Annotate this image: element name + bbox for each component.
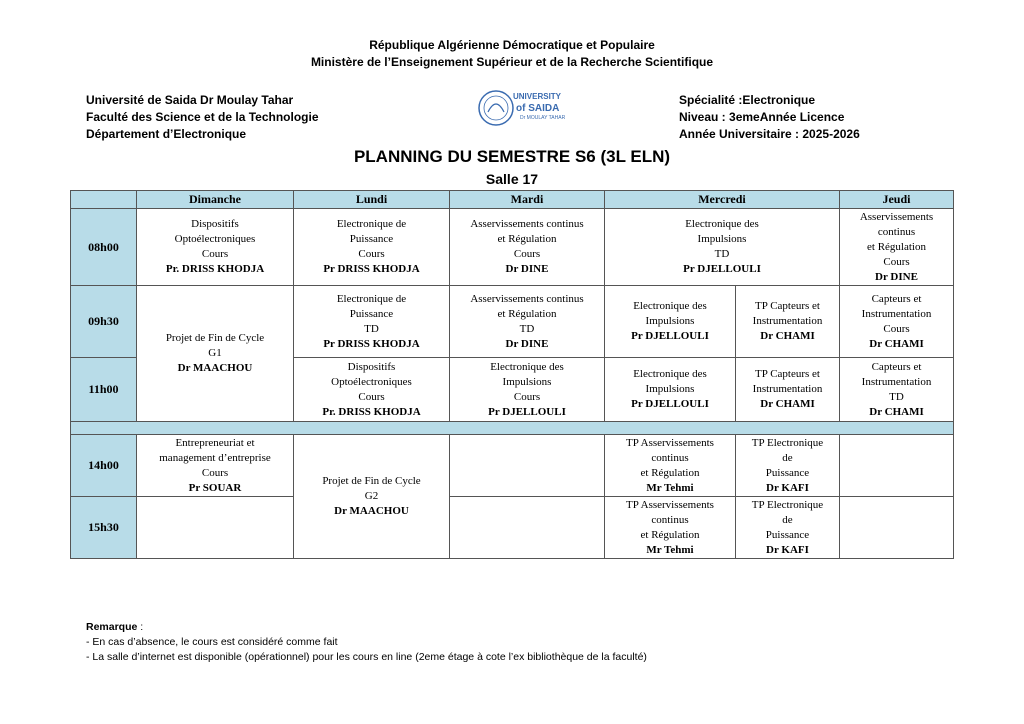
day-header: Dimanche bbox=[137, 191, 294, 209]
course-line: Cours bbox=[358, 248, 385, 260]
professor-name: Pr DJELLOULI bbox=[631, 330, 709, 342]
logo-text-tahar: Dr MOULAY TAHAR bbox=[520, 115, 566, 121]
professor-name: Pr DRISS KHODJA bbox=[323, 337, 420, 350]
empty-cell bbox=[840, 497, 954, 559]
course-cell bbox=[736, 358, 840, 422]
course-line: Cours bbox=[883, 255, 910, 268]
professor-name: Dr MAACHOU bbox=[334, 505, 409, 517]
course-line: Electronique des bbox=[633, 368, 707, 380]
course-cell bbox=[840, 358, 954, 422]
timetable bbox=[70, 190, 954, 559]
course-line: Impulsions bbox=[502, 375, 552, 388]
level: Niveau : 3emeAnnée Licence bbox=[679, 110, 845, 124]
course-cell bbox=[605, 435, 736, 497]
hour-label: 11h00 bbox=[71, 358, 137, 422]
professor-name: Pr. DRISS KHODJA bbox=[322, 405, 421, 418]
course-cell bbox=[605, 497, 736, 559]
professor-name: Pr DJELLOULI bbox=[683, 263, 761, 275]
course-line: Projet de Fin de Cycle bbox=[322, 475, 421, 487]
university-name: Université de Saida Dr Moulay Tahar bbox=[86, 93, 294, 107]
course-line: Electronique de bbox=[336, 292, 407, 305]
course-cell bbox=[736, 286, 840, 358]
professor-name: Dr KAFI bbox=[766, 481, 809, 494]
course-line: TD bbox=[519, 322, 535, 335]
empty-cell bbox=[450, 497, 605, 559]
day-header: Jeudi bbox=[840, 191, 954, 209]
speciality: Spécialité :Electronique bbox=[679, 93, 816, 107]
professor-name: Dr DINE bbox=[875, 270, 918, 283]
course-line: TP Capteurs et bbox=[755, 300, 820, 312]
break-cell bbox=[71, 422, 954, 435]
course-line: Cours bbox=[201, 248, 229, 260]
professor-name: Dr CHAMI bbox=[760, 330, 815, 342]
course-line: Electronique de bbox=[336, 218, 407, 230]
remarks-colon: : bbox=[137, 621, 144, 633]
course-line: Instrumentation bbox=[861, 307, 932, 320]
course-line: TD bbox=[889, 390, 904, 403]
professor-name: Dr CHAMI bbox=[869, 337, 924, 350]
professor-name: Pr DRISS KHODJA bbox=[323, 263, 420, 275]
course-line: G1 bbox=[208, 347, 222, 359]
course-line: et Régulation bbox=[497, 233, 557, 245]
course-cell bbox=[605, 358, 736, 422]
course-line: Electronique des bbox=[633, 300, 707, 312]
course-line: Cours bbox=[883, 322, 910, 335]
day-header: Mercredi bbox=[605, 191, 840, 209]
course-line: continus bbox=[651, 451, 689, 464]
course-line: et Régulation bbox=[640, 528, 700, 541]
course-line: TP Capteurs et bbox=[755, 368, 820, 380]
institution-block bbox=[86, 92, 319, 143]
course-line: Optoélectroniques bbox=[331, 375, 412, 388]
course-line: TP Asservissements bbox=[626, 498, 714, 511]
course-cell bbox=[137, 286, 294, 422]
course-line: Capteurs et bbox=[871, 360, 922, 373]
course-cell bbox=[137, 209, 294, 286]
course-line: de bbox=[782, 451, 793, 464]
course-line: Optoélectroniques bbox=[174, 233, 256, 245]
time-slot-row bbox=[71, 497, 954, 559]
professor-name: Dr KAFI bbox=[766, 543, 809, 556]
course-cell bbox=[605, 286, 736, 358]
professor-name: Pr SOUAR bbox=[188, 481, 242, 494]
department-name: Département d’Electronique bbox=[86, 127, 247, 141]
republic-heading: République Algérienne Démocratique et Populaire bbox=[369, 38, 655, 52]
remark-item: - En cas d’absence, le cours est considéré comme fait bbox=[86, 636, 338, 648]
course-cell bbox=[137, 435, 294, 497]
program-block bbox=[679, 92, 860, 143]
course-cell bbox=[840, 209, 954, 286]
hour-label: 15h30 bbox=[71, 497, 137, 559]
course-cell bbox=[840, 286, 954, 358]
professor-name: Dr CHAMI bbox=[869, 405, 924, 418]
course-line: Cours bbox=[513, 390, 541, 403]
course-line: Impulsions bbox=[697, 233, 747, 245]
course-line: Dispositifs bbox=[347, 360, 396, 373]
remarks-block bbox=[86, 620, 647, 665]
course-line: Dispositifs bbox=[191, 218, 239, 230]
professor-name: Pr DJELLOULI bbox=[631, 398, 709, 410]
course-line: Projet de Fin de Cycle bbox=[165, 332, 265, 344]
course-line: et Régulation bbox=[867, 240, 926, 253]
remarks-title: Remarque bbox=[86, 621, 138, 633]
course-line: et Régulation bbox=[497, 307, 557, 320]
ministry-heading: Ministère de l’Enseignement Supérieur et de la Recherche Scientifique bbox=[310, 55, 714, 69]
course-line: Cours bbox=[513, 248, 541, 260]
course-line: Instrumentation bbox=[752, 383, 823, 395]
course-line: Puissance bbox=[765, 466, 810, 479]
empty-cell bbox=[450, 435, 605, 497]
hour-label: 14h00 bbox=[71, 435, 137, 497]
course-line: continus bbox=[877, 225, 916, 238]
course-cell bbox=[294, 209, 450, 286]
course-line: Instrumentation bbox=[861, 375, 932, 388]
empty-cell bbox=[137, 497, 294, 559]
professor-name: Dr MAACHOU bbox=[177, 362, 253, 374]
course-cell bbox=[450, 358, 605, 422]
course-cell bbox=[294, 358, 450, 422]
logo-text-saida: of SAIDA bbox=[516, 103, 560, 114]
course-line: TP Electronique bbox=[751, 436, 824, 449]
professor-name: Dr DINE bbox=[505, 263, 549, 275]
course-line: Puissance bbox=[765, 528, 810, 541]
course-cell bbox=[294, 286, 450, 358]
course-line: Puissance bbox=[349, 233, 394, 245]
corner-cell bbox=[71, 191, 137, 209]
university-logo bbox=[476, 86, 566, 130]
course-line: G2 bbox=[364, 490, 379, 502]
professor-name: Pr DJELLOULI bbox=[488, 405, 566, 418]
logo-text-university: UNIVERSITY bbox=[513, 92, 562, 101]
professor-name: Dr DINE bbox=[505, 337, 549, 350]
course-line: de bbox=[782, 513, 793, 526]
course-line: Capteurs et bbox=[871, 292, 922, 305]
course-cell bbox=[736, 435, 840, 497]
lunch-break-row bbox=[71, 422, 954, 435]
course-line: Impulsions bbox=[645, 315, 695, 327]
course-cell bbox=[605, 209, 840, 286]
course-line: Electronique des bbox=[490, 360, 564, 373]
time-slot-row bbox=[71, 209, 954, 286]
course-line: Puissance bbox=[349, 307, 394, 320]
faculty-name: Faculté des Science et de la Technologie bbox=[86, 110, 319, 124]
course-line: Entrepreneuriat et bbox=[175, 436, 255, 449]
hour-label: 09h30 bbox=[71, 286, 137, 358]
course-line: Instrumentation bbox=[752, 315, 823, 327]
professor-name: Dr CHAMI bbox=[760, 398, 815, 410]
course-line: Asservissements continus bbox=[470, 218, 584, 230]
empty-cell bbox=[840, 435, 954, 497]
course-line: continus bbox=[651, 513, 689, 526]
day-header-row bbox=[71, 191, 954, 209]
course-cell bbox=[736, 497, 840, 559]
room-label: Salle 17 bbox=[485, 171, 539, 187]
professor-name: Mr Tehmi bbox=[646, 481, 694, 494]
time-slot-row bbox=[71, 286, 954, 358]
hour-label: 08h00 bbox=[71, 209, 137, 286]
course-line: Cours bbox=[201, 466, 229, 479]
course-line: Impulsions bbox=[645, 383, 695, 395]
course-line: TD bbox=[714, 248, 730, 260]
course-line: Asservissements continus bbox=[470, 292, 584, 305]
course-cell bbox=[294, 435, 450, 559]
professor-name: Pr. DRISS KHODJA bbox=[165, 263, 265, 275]
page-title: PLANNING DU SEMESTRE S6 (3L ELN) bbox=[353, 147, 671, 166]
course-line: Cours bbox=[358, 390, 385, 403]
course-line: Electronique des bbox=[685, 218, 759, 230]
course-line: TD bbox=[364, 322, 379, 335]
academic-year: Année Universitaire : 2025-2026 bbox=[679, 127, 860, 141]
day-header: Mardi bbox=[450, 191, 605, 209]
remark-item: - La salle d’internet est disponible (opérationnel) pour les cours en line (2eme étage à cote l’ex bibliothèque de la faculté) bbox=[86, 651, 647, 663]
course-line: et Régulation bbox=[640, 466, 700, 479]
course-cell bbox=[450, 286, 605, 358]
course-line: management d’entreprise bbox=[159, 451, 271, 464]
course-cell bbox=[450, 209, 605, 286]
course-line: TP Asservissements bbox=[626, 436, 714, 449]
day-header: Lundi bbox=[294, 191, 450, 209]
professor-name: Mr Tehmi bbox=[646, 543, 694, 556]
time-slot-row bbox=[71, 435, 954, 497]
course-line: TP Electronique bbox=[751, 498, 824, 511]
course-line: Asservissements bbox=[859, 210, 934, 223]
